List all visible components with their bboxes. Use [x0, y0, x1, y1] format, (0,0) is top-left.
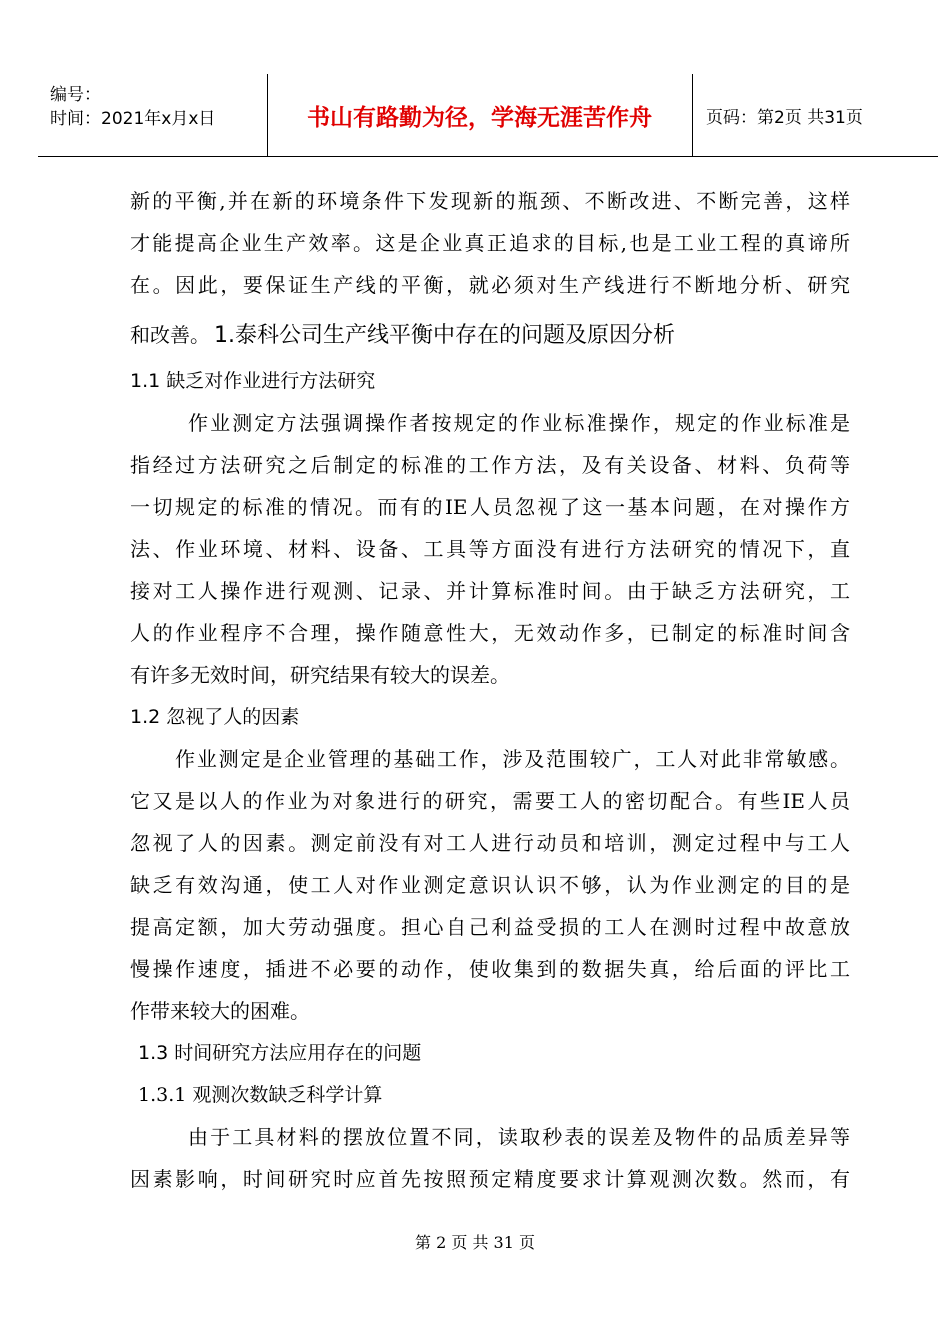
paragraph-line: 作业测定方法强调操作者按规定的作业标准操作，规定的作业标准是	[188, 411, 850, 435]
paragraph-line: 新的平衡,并在新的环境条件下发现新的瓶颈、不断改进、不断完善，这样	[130, 189, 850, 213]
paragraph-line: 缺乏有效沟通，使工人对作业测定意识认识不够，认为作业测定的目的是	[130, 873, 850, 897]
document-body	[130, 180, 850, 1200]
paragraph-line: 才能提高企业生产效率。这是企业真正追求的目标,也是工业工程的真谛所	[130, 231, 850, 255]
paragraph-line: 人的作业程序不合理，操作随意性大，无效动作多，已制定的标准时间含	[130, 621, 850, 645]
paragraph-line: 忽视了人的因素。测定前没有对工人进行动员和培训，测定过程中与工人	[130, 831, 850, 855]
paragraph-tail: 和改善。	[130, 323, 210, 347]
paragraph-line-with-heading	[130, 314, 850, 356]
paragraph-line: 在。因此，要保证生产线的平衡，就必须对生产线进行不断地分析、研究	[130, 273, 850, 297]
section-heading-1-3-1: 1.3.1 观测次数缺乏科学计算	[138, 1084, 383, 1106]
paragraph-line: 慢操作速度，插进不必要的动作，使收集到的数据失真，给后面的评比工	[130, 957, 850, 981]
time-label: 时间：2021年x月x日	[50, 109, 216, 129]
paragraph-line: 一切规定的标准的情况。而有的IE人员忽视了这一基本问题，在对操作方	[130, 495, 850, 519]
paragraph-line: 指经过方法研究之后制定的标准的工作方法，及有关设备、材料、负荷等	[130, 453, 850, 477]
page-footer: 第 2 页 共 31 页	[415, 1233, 535, 1252]
paragraph-line: 作业测定是企业管理的基础工作，涉及范围较广，工人对此非常敏感。	[175, 747, 850, 771]
paragraph-line: 提高定额，加大劳动强度。担心自己利益受损的工人在测时过程中故意放	[130, 915, 850, 939]
paragraph-line: 它又是以人的作业为对象进行的研究，需要工人的密切配合。有些IE人员	[130, 789, 850, 813]
paragraph-line: 因素影响，时间研究时应首先按照预定精度要求计算观测次数。然而，有	[130, 1167, 850, 1191]
section-heading-1-1: 1.1 缺乏对作业进行方法研究	[130, 370, 376, 392]
header-page-code: 页码：第2页 共31页	[706, 107, 863, 128]
header-motto: 书山有路勤为径，学海无涯苦作舟	[267, 74, 693, 156]
paragraph-line: 作带来较大的困难。	[130, 999, 310, 1023]
section-heading-1-2: 1.2 忽视了人的因素	[130, 706, 300, 728]
header-meta	[38, 74, 268, 156]
paragraph-line: 由于工具材料的摆放位置不同，读取秒表的误差及物件的品质差异等	[188, 1125, 850, 1149]
paragraph-line: 有许多无效时间，研究结果有较大的误差。	[130, 663, 510, 687]
section-heading-1-3: 1.3 时间研究方法应用存在的问题	[138, 1042, 422, 1064]
paragraph-line: 法、作业环境、材料、设备、工具等方面没有进行方法研究的情况下，直	[130, 537, 850, 561]
paragraph-line: 接对工人操作进行观测、记录、并计算标准时间。由于缺乏方法研究，工	[130, 579, 850, 603]
page-header	[38, 74, 938, 157]
number-label: 编号：	[50, 85, 101, 105]
section-heading-1: 1.泰科公司生产线平衡中存在的问题及原因分析	[214, 323, 675, 348]
